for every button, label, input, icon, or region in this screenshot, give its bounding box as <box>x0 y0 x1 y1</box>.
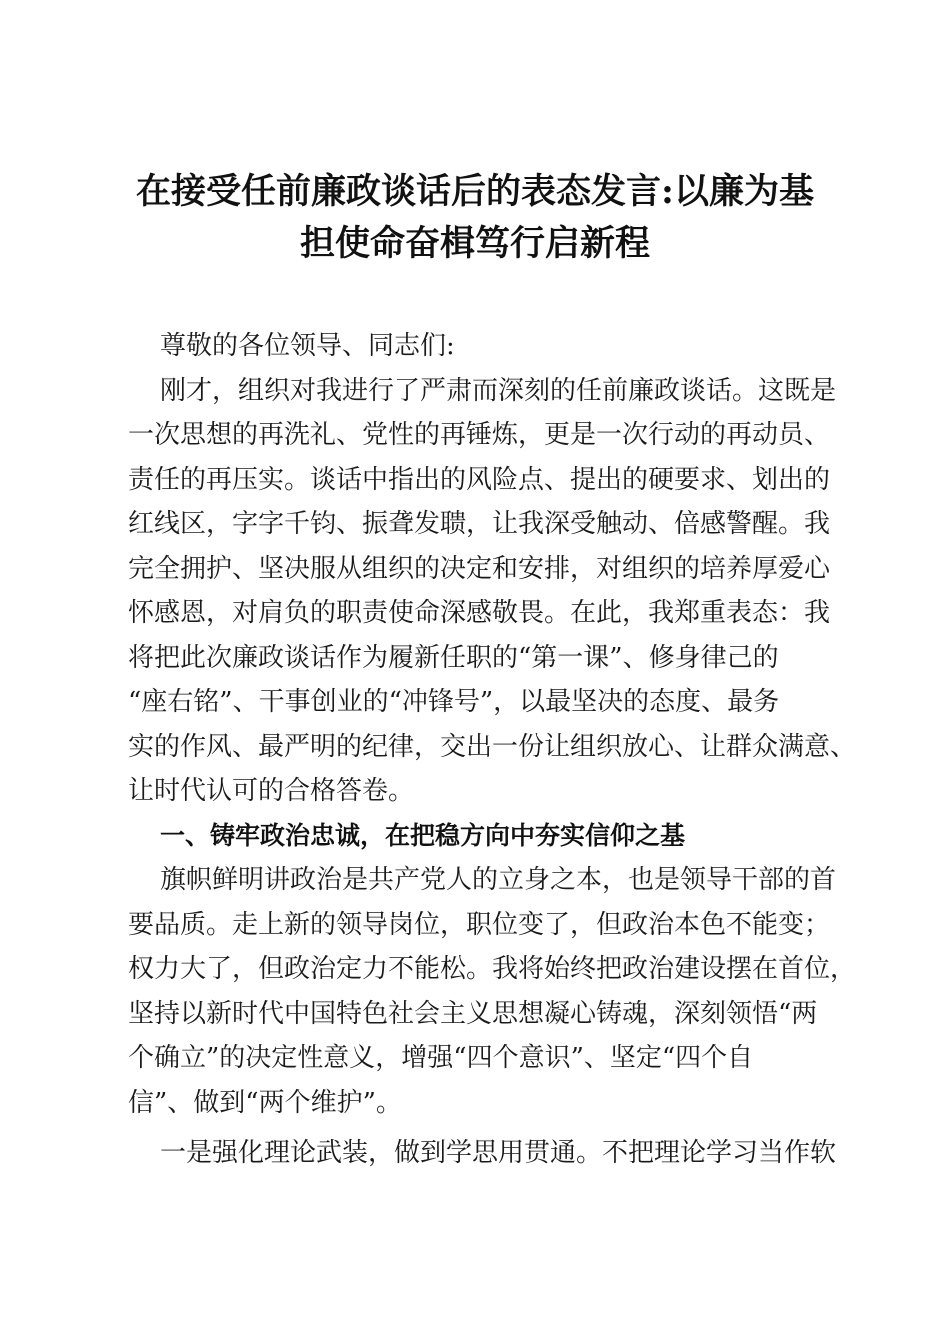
paragraph-2-line: 个确立”的决定性意义，增强“四个意识”、坚定“四个自 <box>128 1043 754 1073</box>
document-body <box>128 324 857 1176</box>
paragraph-1-line: 完全拥护、坚决服从组织的决定和安排，对组织的培养厚爱心 <box>128 553 831 584</box>
paragraph-2-line: 权力大了，但政治定力不能松。我将始终把政治建设摆在首位， <box>128 954 857 984</box>
paragraph-2-line: 要品质。走上新的领导岗位，职位变了，但政治本色不能变； <box>128 909 831 940</box>
paragraph-1-line: “座右铭”、干事创业的“冲锋号”，以最坚决的态度、最务 <box>128 687 780 717</box>
paragraph-1-line: 实的作风、最严明的纪律，交出一份让组织放心、让群众满意、 <box>128 731 857 762</box>
paragraph-2-line: 坚持以新时代中国特色社会主义思想凝心铸魂，深刻领悟“两 <box>128 998 818 1029</box>
paragraph-1-line: 责任的再压实。谈话中指出的风险点、提出的硬要求、划出的 <box>128 464 831 495</box>
paragraph-1-line: 让时代认可的合格答卷。 <box>128 776 415 806</box>
document-title-line-2: 担使命奋楫笃行启新程 <box>299 223 650 264</box>
paragraph-1-line: 刚才，组织对我进行了严肃而深刻的任前廉政谈话。这既是 <box>160 375 837 406</box>
salutation: 尊敬的各位领导、同志们: <box>160 331 455 361</box>
paragraph-3-line: 一是强化理论武装，做到学思用贯通。不把理论学习当作软 <box>160 1138 837 1168</box>
paragraph-1-line: 一次思想的再洗礼、党性的再锤炼，更是一次行动的再动员、 <box>128 420 831 450</box>
paragraph-2-line: 旗帜鲜明讲政治是共产党人的立身之本，也是领导干部的首 <box>160 865 837 895</box>
section-heading-1: 一、铸牢政治忠诚，在把稳方向中夯实信仰之基 <box>160 820 686 850</box>
document-title-line-1: 在接受任前廉政谈话后的表态发言:以廉为基 <box>136 171 814 212</box>
paragraph-1-line: 红线区，字字千钧、振聋发聩，让我深受触动、倍感警醒。我 <box>128 509 831 539</box>
paragraph-2-line: 信”、做到“两个维护”。 <box>128 1087 402 1118</box>
paragraph-1-line: 将把此次廉政谈话作为履新任职的“第一课”、修身律己的 <box>128 642 779 673</box>
paragraph-1-line: 怀感恩，对肩负的职责使命深感敬畏。在此，我郑重表态：我 <box>128 598 831 628</box>
